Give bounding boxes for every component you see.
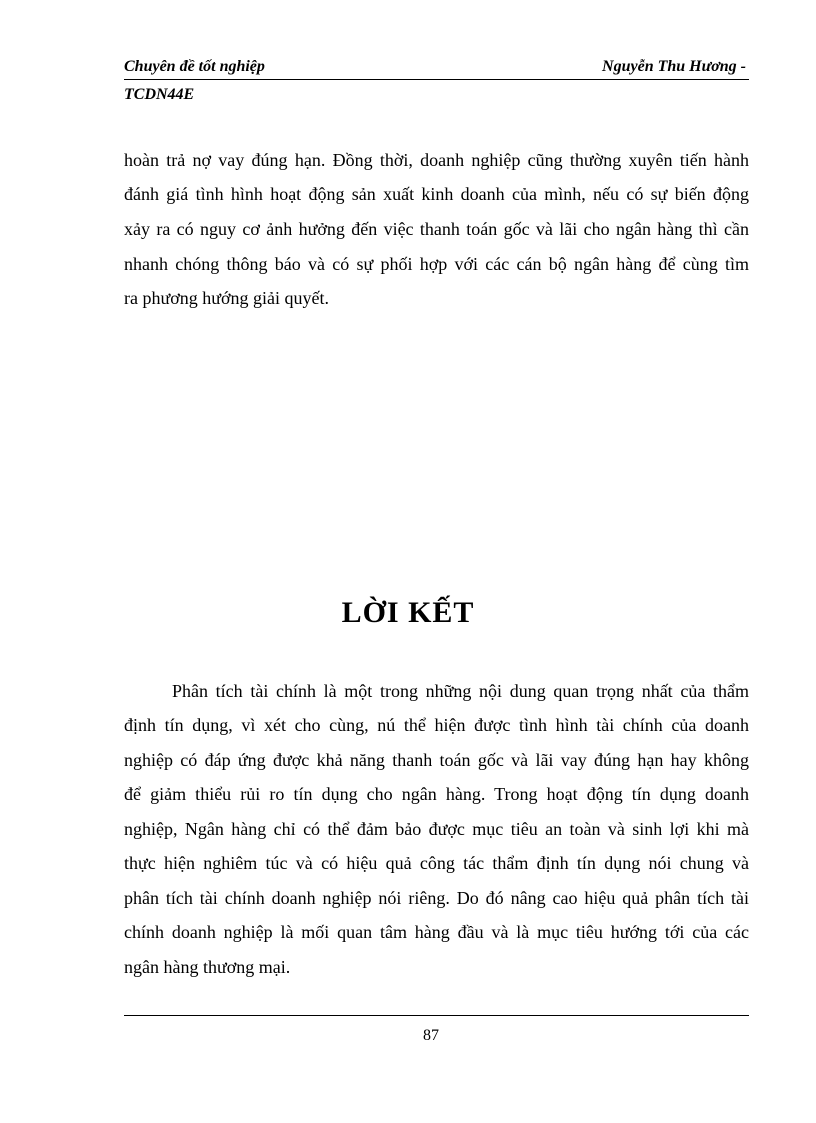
paragraph-line: xảy ra có nguy cơ ảnh hưởng đến việc thanh toán gốc và lãi cho ngân hàng thì cần — [124, 219, 749, 239]
paragraph-line: hoàn trả nợ vay đúng hạn. Đồng thời, doanh nghiệp cũng thường xuyên tiến hành — [124, 150, 749, 170]
page-number: 87 — [423, 1027, 439, 1044]
paragraph-line: ngân hàng thương mại. — [124, 957, 291, 977]
paragraph-line: nghiệp, Ngân hàng chỉ có thể đảm bảo được mục tiêu an toàn và sinh lợi khi mà — [124, 819, 749, 839]
header-thesis-title: Chuyên đề tốt nghiệp — [124, 58, 265, 75]
paragraph-line: ra phương hướng giải quyết. — [124, 288, 330, 308]
paragraph-line: đánh giá tình hình hoạt động sản xuất kinh doanh của mình, nếu có sự biến động — [124, 184, 749, 204]
paragraph-line: phân tích tài chính doanh nghiệp nói riêng. Do đó nâng cao hiệu quả phân tích tài — [124, 888, 749, 908]
header-author: Nguyễn Thu Hương - — [602, 58, 746, 75]
paragraph-line: định tín dụng, vì xét cho cùng, nú thể hiện được tình hình tài chính của doanh — [124, 715, 749, 735]
paragraph-line: nhanh chóng thông báo và có sự phối hợp với các cán bộ ngân hàng để cùng tìm — [124, 254, 749, 274]
header-rule — [124, 79, 749, 80]
header-class-code: TCDN44E — [124, 86, 195, 103]
section-title: LỜI KẾT — [341, 596, 475, 629]
paragraph-line: Phân tích tài chính là một trong những nội dung quan trọng nhất của thẩm — [172, 681, 749, 701]
paragraph-line: chính doanh nghiệp là mối quan tâm hàng đầu và là mục tiêu hướng tới của các — [124, 922, 749, 942]
footer-rule — [124, 1015, 749, 1016]
paragraph-line: để giảm thiểu rủi ro tín dụng cho ngân hàng. Trong hoạt động tín dụng doanh — [124, 784, 749, 804]
paragraph-line: nghiệp có đáp ứng được khả năng thanh toán gốc và lãi vay đúng hạn hay không — [124, 750, 749, 770]
paragraph-line: thực hiện nghiêm túc và có hiệu quả công tác thẩm định tín dụng nói chung và — [124, 853, 749, 873]
